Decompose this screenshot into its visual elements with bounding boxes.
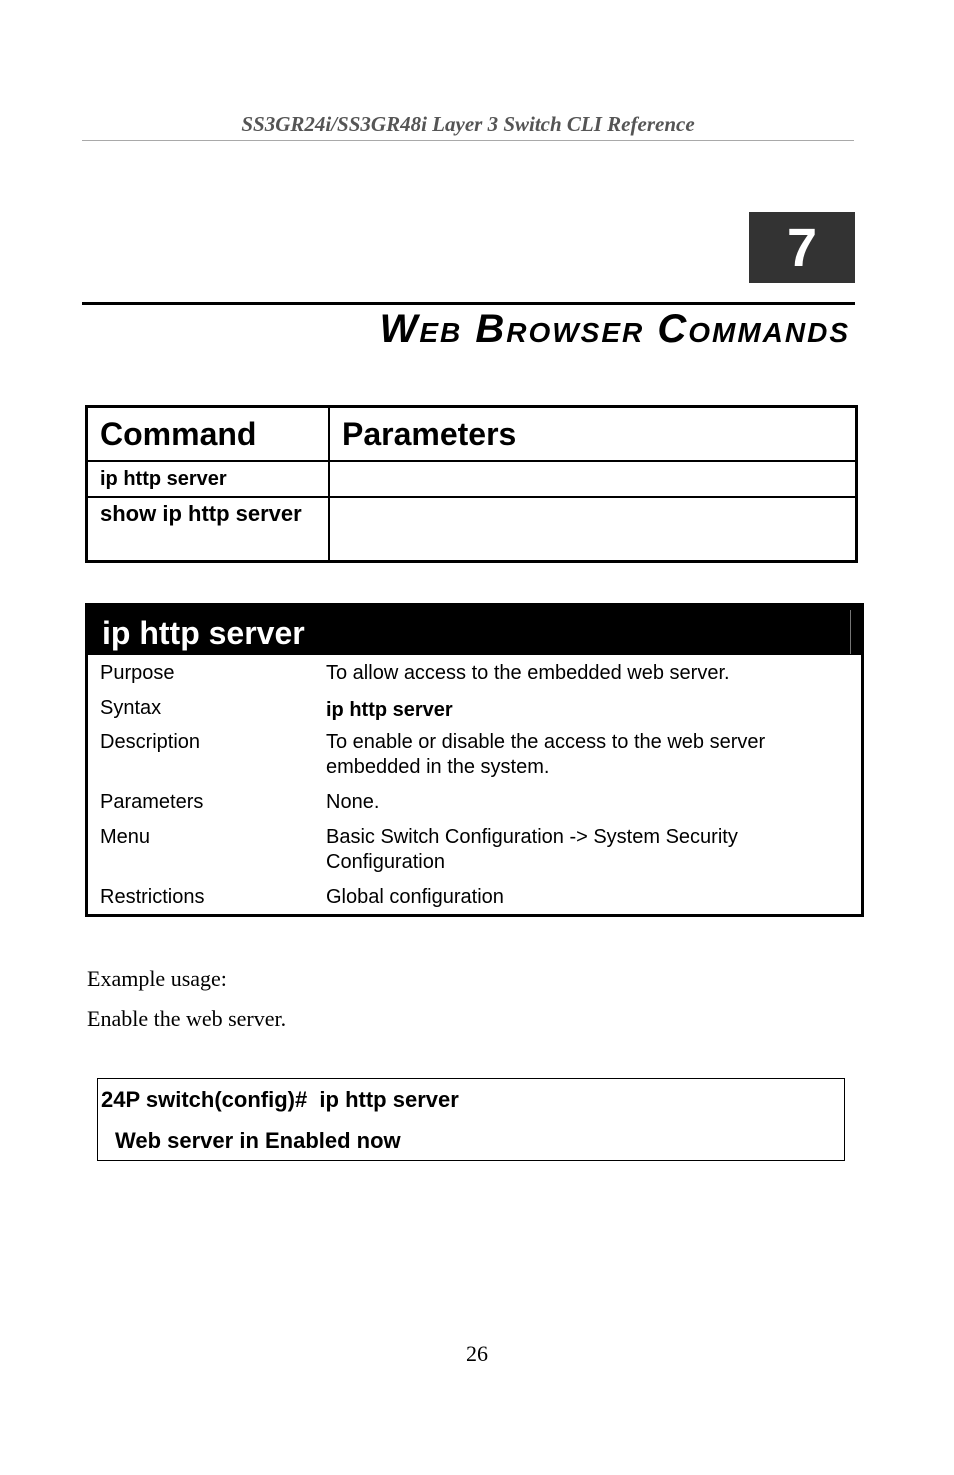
detail-row-description	[88, 730, 861, 780]
detail-label: Purpose	[100, 662, 175, 684]
detail-value: Basic Switch Configuration -> System Security Configuration	[326, 826, 738, 873]
chapter-number: 7	[786, 217, 818, 278]
detail-value: None.	[326, 791, 380, 813]
detail-row-menu	[88, 825, 861, 875]
detail-row-syntax	[88, 696, 861, 723]
parameters-cell	[329, 497, 857, 562]
detail-value: ip http server	[326, 699, 453, 721]
detail-label: Syntax	[100, 697, 162, 719]
header-command: Command	[87, 407, 330, 462]
parameters-cell	[329, 461, 857, 497]
header-parameters: Parameters	[329, 407, 857, 462]
table-row	[87, 497, 857, 562]
detail-value: To enable or disable the access to the web server embedded in the system.	[326, 731, 766, 778]
detail-label: Restrictions	[100, 886, 205, 908]
command-detail-box	[85, 603, 864, 917]
detail-value: Global configuration	[326, 886, 504, 908]
code-line: 24P switch(config)# ip http server	[101, 1087, 459, 1112]
detail-label: Menu	[100, 826, 151, 848]
table-row	[87, 461, 857, 497]
detail-label: Description	[100, 731, 201, 753]
command-detail-title: ip http server	[88, 606, 861, 655]
chapter-number-box	[749, 212, 855, 283]
detail-row-restrictions	[88, 885, 861, 910]
detail-row-purpose	[88, 661, 861, 686]
command-summary-table	[85, 405, 858, 563]
detail-value: To allow access to the embedded web server.	[326, 662, 730, 684]
page-number: 26	[466, 1341, 488, 1366]
example-intro: Example usage:	[87, 966, 227, 991]
chapter-title: Web Browser Commands	[379, 307, 850, 351]
command-cell: show ip http server	[87, 497, 330, 562]
detail-label: Parameters	[100, 791, 204, 813]
command-detail-body	[88, 655, 861, 914]
running-header: SS3GR24i/SS3GR48i Layer 3 Switch CLI Reference	[82, 110, 854, 141]
table-header-row	[87, 407, 857, 462]
code-line: Web server in Enabled now	[115, 1128, 401, 1153]
example-description: Enable the web server.	[87, 1006, 287, 1031]
example-code-box	[97, 1078, 845, 1161]
command-cell: ip http server	[87, 461, 330, 497]
detail-row-parameters	[88, 790, 861, 815]
